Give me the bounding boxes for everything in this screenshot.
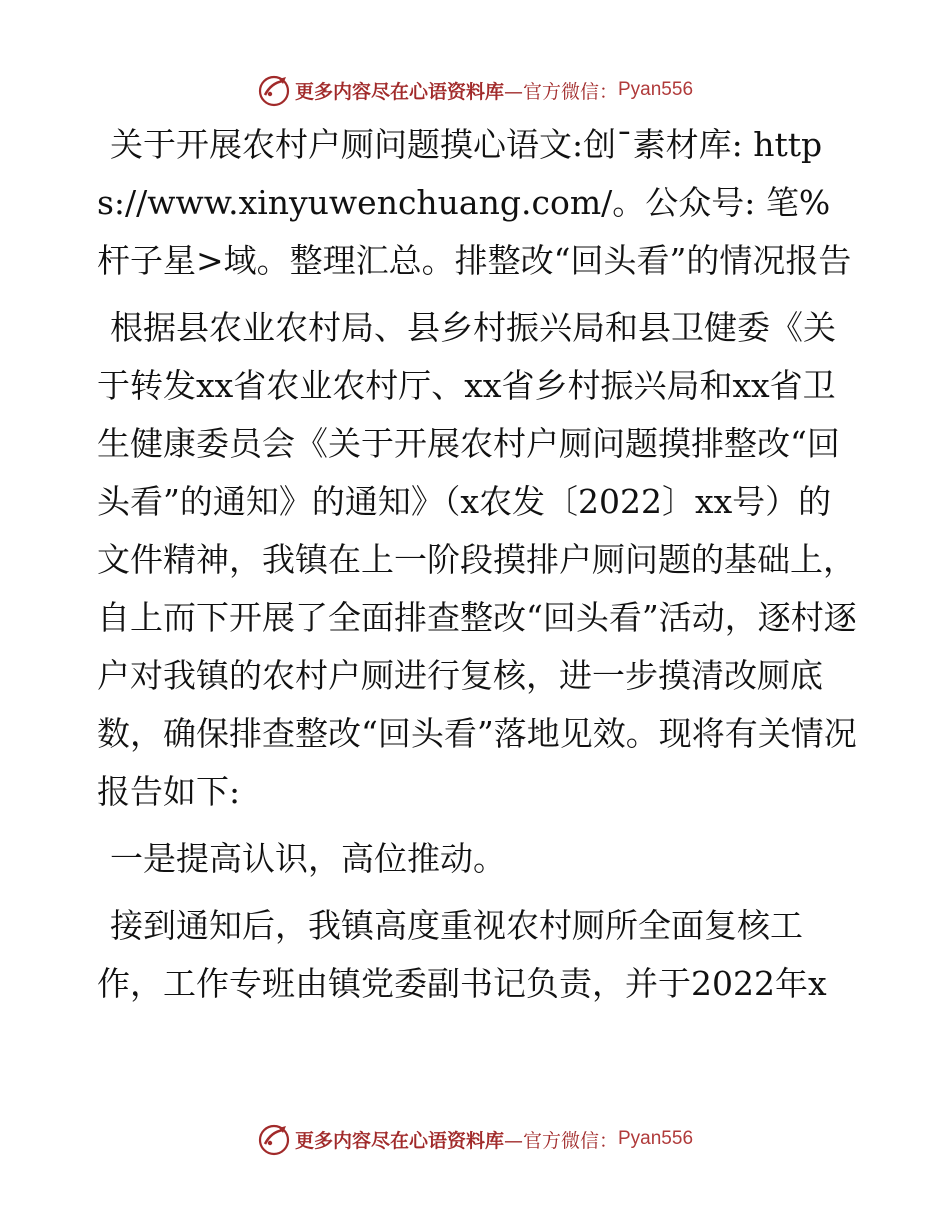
banner-account: Pyan556 — [618, 1128, 694, 1149]
document-title-paragraph: 关于开展农村户厕问题摸心语文:创¯素材库: https://www.xinyuwenchuang.com/。公众号: 笔%杆子星>域。整理汇总。排整改“回头看”的情况报告 — [97, 125, 852, 280]
banner-account: Pyan556 — [618, 79, 694, 100]
footer-watermark-banner — [0, 1119, 950, 1159]
banner-separator: —官方微信： — [503, 1129, 618, 1152]
banner-label: 更多内容尽在心语资料库 — [294, 1129, 504, 1152]
body-paragraph: 根据县农业农村局、县乡村振兴局和县卫健委《关于转发xx省农业农村厅、xx省乡村振兴局和xx省卫生健康委员会《关于开展农村户厕问题摸排整改“回头看”的通知》的通知》（x农发〔2022〕xx号）的文件精神，我镇在上一阶段摸排户厕问题的基础上，自上而下开展了全面排查整改“回头看”活动，逐村逐户对我镇的农村户厕进行复核，进一步摸清改厕底数，确保排查整改“回头看”落地见效。现将有关情况报告如下: — [97, 308, 857, 811]
logo-icon — [257, 73, 291, 107]
document-body — [97, 116, 857, 1022]
section-heading: 一是提高认识，高位推动。 — [110, 839, 506, 878]
body-paragraph: 接到通知后，我镇高度重视农村厕所全面复核工作，工作专班由镇党委副书记负责，并于2022年x — [97, 906, 827, 1003]
logo-icon — [257, 1122, 291, 1156]
banner-label: 更多内容尽在心语资料库 — [294, 80, 504, 103]
banner-separator: —官方微信： — [503, 80, 618, 103]
header-watermark-banner — [0, 70, 950, 110]
